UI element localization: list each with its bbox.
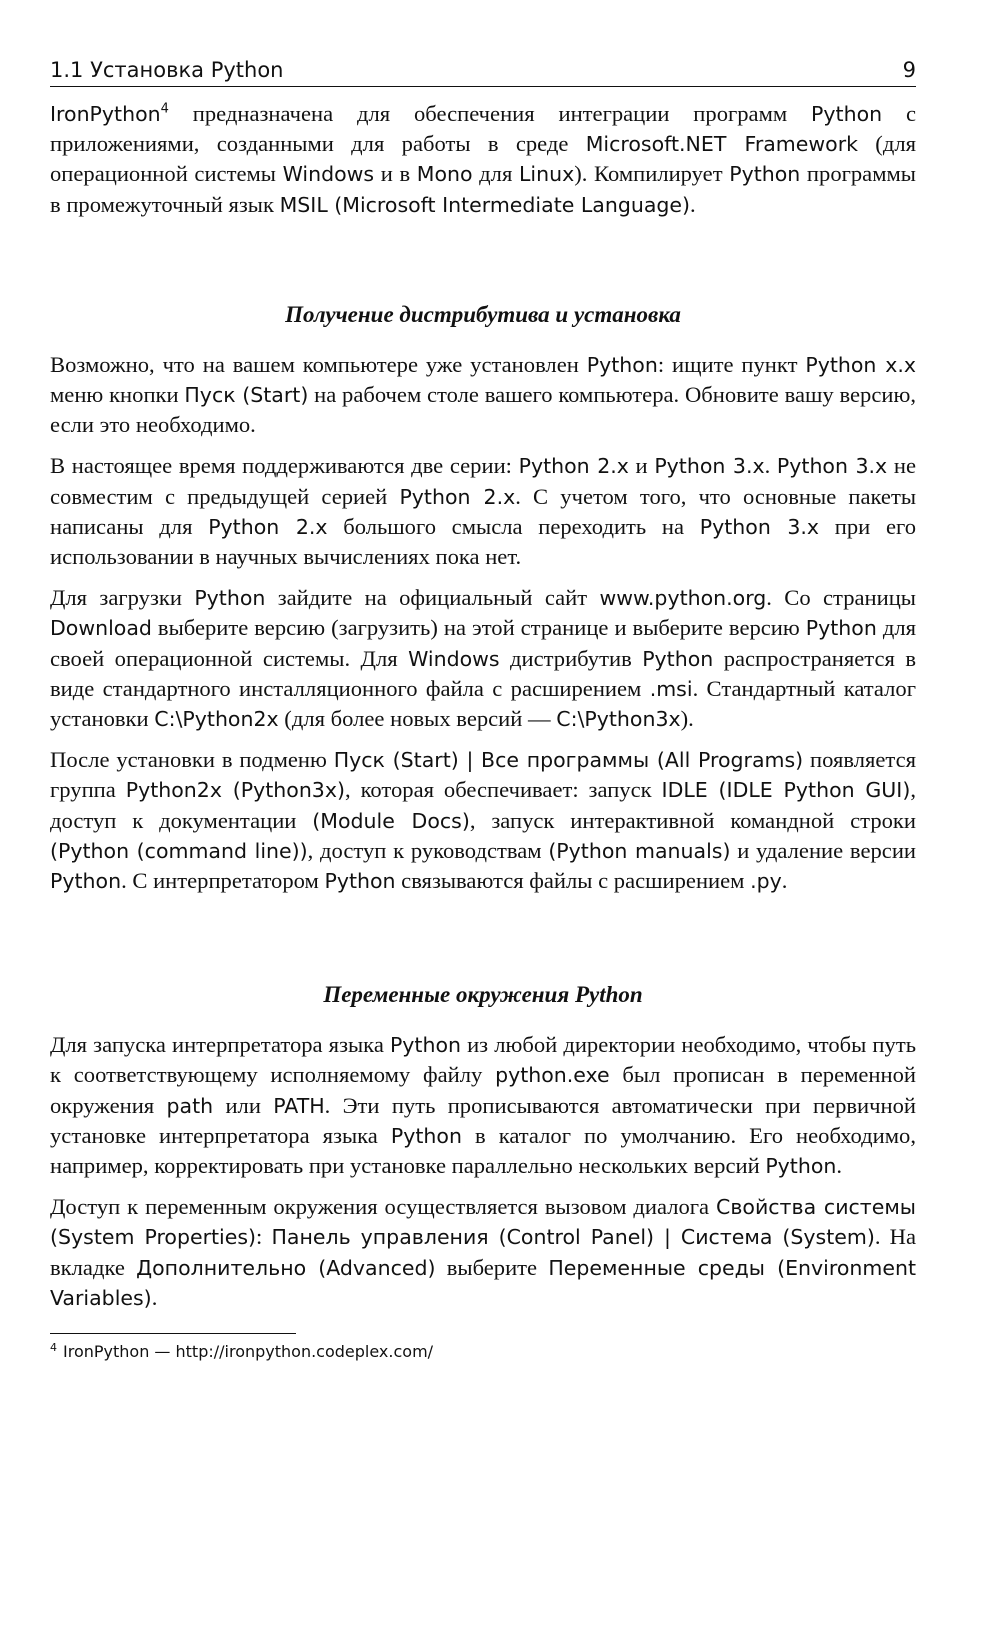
text: Для запуска интерпретатора языка: [50, 1032, 390, 1058]
text: меню кнопки: [50, 382, 185, 408]
footnote-reference: 4: [160, 101, 169, 117]
text: (для более новых версий —: [278, 706, 557, 732]
text: для: [472, 161, 519, 187]
heading-text: Переменные окружения: [323, 982, 575, 1008]
text: ). Компилирует: [574, 161, 730, 187]
term: Linux: [518, 162, 575, 187]
text: .: [836, 1153, 843, 1179]
text: Возможно, что на вашем компьютере уже установлен: [50, 351, 587, 377]
footnote-number: 4: [50, 1340, 57, 1354]
term: Python 2.x: [518, 454, 629, 479]
text: .: [764, 453, 777, 479]
term: Свойства системы (System Properties): [50, 1195, 916, 1250]
text: не совместим с предыдущей серией: [50, 453, 916, 509]
text: , запуск интерактивной командной строки: [469, 807, 916, 833]
intro-paragraph: [50, 99, 916, 220]
text: Доступ к переменным окружения осуществляется вызовом диалога: [50, 1194, 717, 1220]
text: , которая обеспечивает: запуск: [344, 777, 662, 803]
term: Python: [805, 616, 877, 641]
text: ).: [680, 706, 694, 732]
term: (Python (command line)): [50, 838, 308, 863]
term: Панель управления (Control Panel) | Система (System): [271, 1225, 875, 1250]
text: . На вкладке: [50, 1224, 916, 1280]
footnote: [50, 1342, 916, 1361]
term: Python 3.x: [654, 454, 765, 479]
term: python.exe: [495, 1063, 610, 1088]
term: Пуск (Start): [184, 383, 309, 408]
term: Python 2.x: [208, 514, 328, 539]
paragraph-install-3: [50, 583, 916, 734]
term: Python 2.x: [399, 484, 516, 509]
paragraph-install-4: [50, 745, 916, 896]
text: появляется группа: [50, 747, 917, 803]
term: Microsoft.NET Framework: [585, 132, 858, 157]
term: (Python manuals): [548, 838, 731, 863]
text: .: [151, 1284, 158, 1310]
term: Python: [811, 102, 883, 126]
text: программы в промежуточный язык: [50, 161, 916, 217]
term: Mono: [416, 162, 473, 187]
term: Python: [324, 869, 396, 894]
text: в каталог по умолчанию. Его необходимо, например, корректировать при установке параллельно нескольких версий: [50, 1122, 916, 1179]
term: MSIL (Microsoft Intermediate Language): [279, 192, 691, 217]
text: (для операционной системы: [50, 131, 916, 187]
text: . Эти путь прописываются автоматически при первичной установке интерпретатора языка: [50, 1092, 916, 1148]
text: на рабочем столе вашего компьютера. Обновите вашу версию, если это необходимо.: [50, 382, 916, 438]
text: и в: [374, 161, 417, 187]
term: Python2x (Python3x): [125, 778, 345, 803]
term: Python: [729, 162, 801, 187]
footnote-text: IronPython — http://ironpython.codeplex.com/: [63, 1342, 434, 1362]
text: связываются файлы с расширением: [395, 868, 751, 894]
term: Python: [50, 869, 122, 894]
text: из любой директории необходимо, чтобы путь к соответствующему исполняемому файлу: [50, 1032, 916, 1088]
text: . Со страницы: [766, 585, 916, 611]
term-ironpython: IronPython: [50, 102, 161, 126]
term: Python: [389, 1033, 461, 1058]
text: Для загрузки: [50, 585, 195, 611]
section-title: 1.1 Установка Python: [50, 58, 284, 82]
term: path: [166, 1093, 214, 1118]
text: выберите: [435, 1254, 549, 1280]
term: C:\Python3x: [556, 707, 681, 732]
term: Python: [194, 586, 266, 611]
term: C:\Python2x: [154, 707, 279, 732]
text: распространяется в виде стандартного инсталляционного файла с расширением: [50, 645, 916, 701]
paragraph-install-2: [50, 451, 916, 572]
term: .msi: [649, 676, 693, 701]
text: при его использовании в научных вычислениях пока нет.: [50, 513, 916, 570]
term: Python 3.x: [699, 514, 820, 539]
text: .: [690, 191, 696, 217]
text: , доступ к руководствам: [307, 837, 549, 863]
footnote-separator: [50, 1333, 296, 1334]
text: и: [628, 453, 655, 479]
text: . Стандартный каталог установки: [50, 675, 916, 732]
term: PATH: [273, 1093, 325, 1118]
text: : ищите пункт: [657, 351, 806, 377]
term: .py: [750, 869, 782, 894]
text: :: [256, 1224, 272, 1250]
term: Python x.x: [805, 352, 916, 377]
term: Python: [390, 1123, 462, 1148]
running-header: [50, 58, 916, 87]
text: В настоящее время поддерживаются две серии:: [50, 453, 519, 479]
text: . С учетом того, что основные пакеты написаны для: [50, 483, 916, 539]
link-python-org: www.python.org: [599, 586, 767, 611]
text: выберите версию (загрузить) на этой странице и выберите версию: [151, 615, 806, 641]
text: . С интерпретатором: [121, 868, 325, 894]
heading-term-python: Python: [574, 982, 643, 1008]
text: большого смысла переходить на: [327, 513, 700, 539]
paragraph-env-1: [50, 1030, 916, 1181]
text: дистрибутив: [499, 645, 643, 671]
paragraph-env-2: [50, 1192, 916, 1313]
section-heading-installation: Получение дистрибутива и установка: [285, 301, 681, 327]
term: Дополнительно (Advanced): [136, 1255, 436, 1280]
term: Python: [642, 646, 714, 671]
text: , доступ к документации: [50, 777, 917, 833]
text: После установки в подменю: [50, 747, 334, 773]
term: (Module Docs): [312, 808, 470, 833]
text: .: [781, 868, 788, 894]
term: Переменные среды (Environment Variables): [50, 1255, 916, 1310]
text: и удаление версии: [730, 837, 916, 863]
text: или: [213, 1092, 274, 1118]
term: Python: [765, 1154, 837, 1179]
text: для своей операционной системы. Для: [50, 615, 916, 671]
paragraph-install-1: [50, 350, 916, 441]
text: с приложениями, созданными для работы в среде: [50, 101, 916, 157]
term: Пуск (Start) | Все программы (All Programs): [333, 748, 804, 773]
section-heading-env-variables: [50, 982, 916, 1008]
book-page: [50, 58, 916, 1361]
term: Download: [50, 616, 152, 641]
text: предназначена для обеспечения интеграции программ: [168, 101, 812, 126]
term: Windows: [408, 646, 500, 671]
term: Python: [586, 352, 658, 377]
term: Python 3.x: [776, 454, 888, 479]
text: был прописан в переменной окружения: [50, 1062, 916, 1118]
term: IDLE (IDLE Python GUI): [661, 778, 911, 803]
term: Windows: [282, 162, 375, 187]
page-number: 9: [902, 58, 916, 82]
text: зайдите на официальный сайт: [265, 585, 600, 611]
